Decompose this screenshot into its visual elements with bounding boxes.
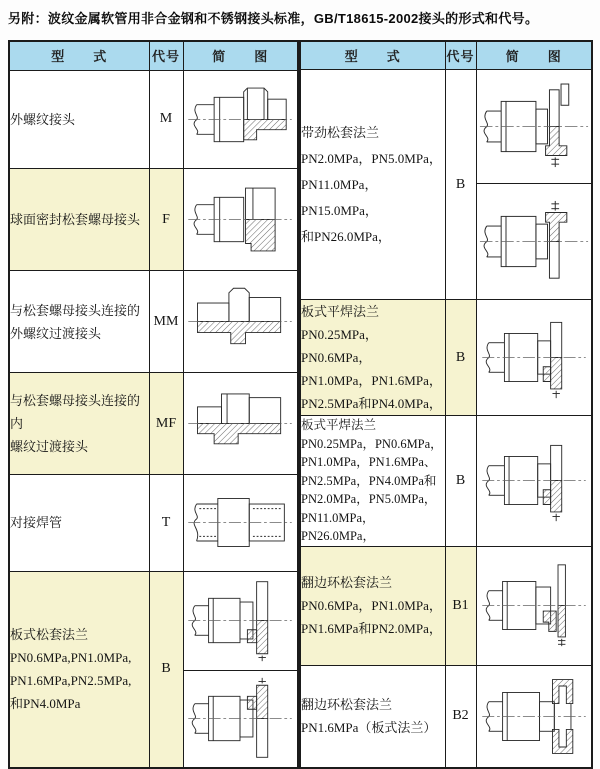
fitting-diagram-cell (183, 475, 298, 572)
plate-loose-flange-diagram (184, 578, 298, 663)
plate-loose-flange-diagram (184, 676, 298, 761)
fitting-type-cell: 与松套螺母接头连接的 外螺纹过渡接头 (9, 271, 149, 373)
fitting-diagram-cell (476, 546, 592, 665)
column-header-code: 代号 (149, 41, 183, 70)
male-thread-fitting-diagram (184, 77, 298, 162)
fitting-diagram-cell (183, 271, 298, 373)
table-row (9, 571, 298, 670)
fitting-type-cell: 外螺纹接头 (9, 70, 149, 169)
fitting-type-cell: 翻边环松套法兰 PN0.6MPa，PN1.0MPa， PN1.6MPa和PN2.0MPa， (300, 546, 445, 665)
fitting-table-right (299, 40, 593, 769)
fitting-diagram-cell (476, 665, 592, 768)
standard-note: 另附：波纹金属软管用非合金钢和不锈钢接头标准，GB/T18615-2002接头的形式和代号。 (8, 11, 539, 26)
fitting-diagram-cell (476, 184, 592, 300)
fitting-diagram-cell (183, 373, 298, 475)
table-row (9, 271, 298, 373)
table-row (300, 416, 592, 547)
fitting-code-cell: B (445, 416, 476, 547)
fitting-type-cell: 与松套螺母接头连接的内 螺纹过渡接头 (9, 373, 149, 475)
neck-loose-flange-diagram (477, 82, 592, 171)
fitting-diagram-cell (476, 300, 592, 416)
butt-weld-pipe-diagram (184, 480, 298, 565)
weld-plate-flange-diagram (477, 438, 592, 523)
fitting-type-cell: 对接焊管 (9, 475, 149, 572)
weld-plate-flange-diagram (477, 315, 592, 400)
column-header-diagram: 简 图 (476, 41, 592, 70)
header-row (9, 41, 298, 70)
sphere-nut-fitting-diagram (184, 177, 298, 262)
column-header-code: 代号 (445, 41, 476, 70)
fitting-type-cell: 带劲松套法兰 PN2.0MPa，PN5.0MPa， PN11.0MPa，PN15.0MPa， 和PN26.0MPa， (300, 70, 445, 300)
table-row (9, 475, 298, 572)
fitting-table-left (8, 40, 299, 769)
fitting-code-cell: F (149, 169, 183, 271)
fitting-code-cell: B2 (445, 665, 476, 768)
column-header-type: 型 式 (9, 41, 149, 70)
fitting-diagram-cell (476, 70, 592, 184)
fitting-type-cell: 板式平焊法兰 PN0.25MPa，PN0.6MPa， PN1.0MPa，PN1.6MPa、 PN2.5MPa，PN4.0MPa和 PN2.0MPa，PN5.0MPa， PN11.0MPa，PN26.0MPa， (300, 416, 445, 547)
column-header-type: 型 式 (300, 41, 445, 70)
fitting-code-cell: MF (149, 373, 183, 475)
fitting-type-cell: 板式平焊法兰 PN0.25MPa，PN0.6MPa， PN1.0MPa，PN1.6MPa， PN2.5MPa和PN4.0MPa， (300, 300, 445, 416)
column-header-diagram: 简 图 (183, 41, 298, 70)
grooved-loose-flange-diagram (477, 674, 592, 759)
fitting-type-cell: 板式松套法兰 PN0.6MPa,PN1.0MPa, PN1.6MPa,PN2.5MPa, 和PN4.0MPa (9, 571, 149, 768)
fitting-type-cell: 翻边环松套法兰 PN1.6MPa（板式法兰） (300, 665, 445, 768)
table-row (9, 70, 298, 169)
fitting-code-cell: T (149, 475, 183, 572)
male-female-adapter-diagram (184, 381, 298, 466)
table-row (9, 373, 298, 475)
fitting-diagram-cell (183, 571, 298, 670)
fitting-code-cell: B (445, 70, 476, 300)
fitting-diagram-cell (183, 169, 298, 271)
fitting-tables (8, 40, 593, 769)
flanged-ring-loose-flange-diagram (477, 563, 592, 648)
fitting-diagram-cell (183, 670, 298, 768)
table-row (300, 665, 592, 768)
neck-loose-flange-diagram (477, 197, 592, 286)
fitting-diagram-cell (476, 416, 592, 547)
header-row (300, 41, 592, 70)
fitting-type-cell: 球面密封松套螺母接头 (9, 169, 149, 271)
fitting-diagram-cell (183, 70, 298, 169)
fitting-code-cell: B (149, 571, 183, 768)
fitting-code-cell: B (445, 300, 476, 416)
table-row (300, 300, 592, 416)
fitting-code-cell: MM (149, 271, 183, 373)
table-row (9, 169, 298, 271)
fitting-code-cell: B1 (445, 546, 476, 665)
table-row (300, 70, 592, 184)
table-row (300, 546, 592, 665)
male-male-adapter-diagram (184, 279, 298, 364)
fitting-code-cell: M (149, 70, 183, 169)
